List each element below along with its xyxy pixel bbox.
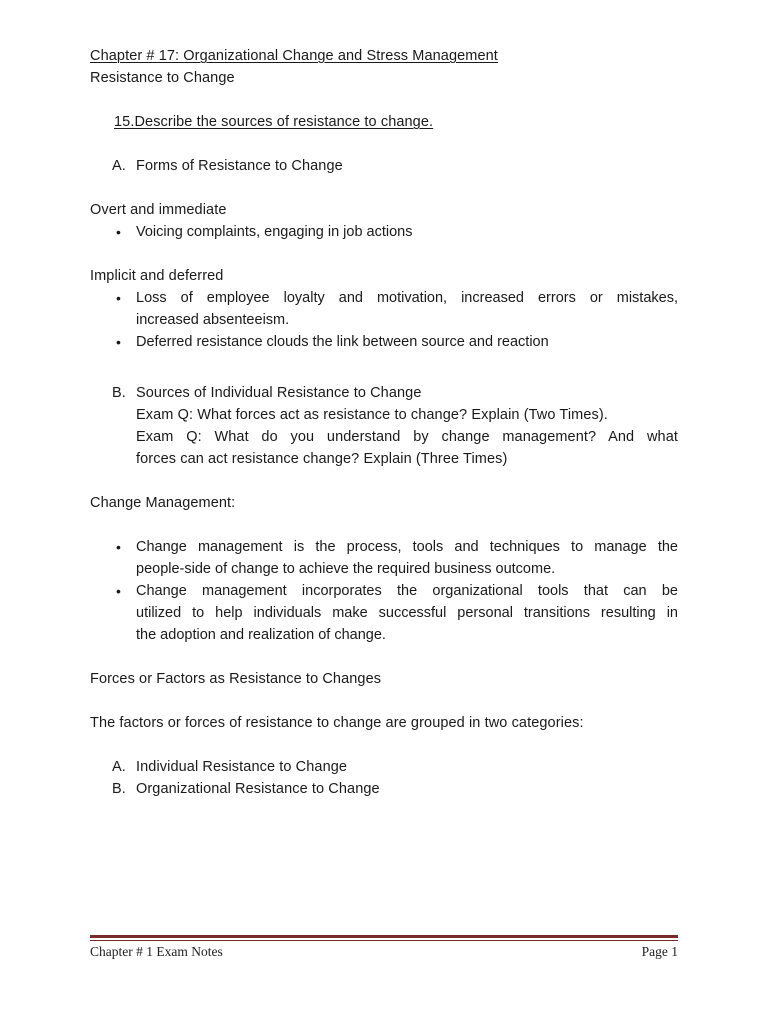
question-heading: 15.Describe the sources of resistance to change. [114,114,434,130]
category-item [90,756,678,778]
bullet-icon: • [116,290,121,306]
exam-question-2: Exam Q: What do you understand by change management? And what [136,429,678,445]
section-a-text: Forms of Resistance to Change [136,158,343,174]
list-marker: A. [112,158,126,174]
list-marker: B. [112,781,126,797]
list-marker: A. [112,759,126,775]
list-item [90,580,678,646]
list-item [90,331,678,353]
footer-rule [90,935,678,938]
document-page [90,45,678,800]
section-b-heading [90,382,678,404]
bullet-icon: • [116,224,121,240]
list-marker: B. [112,385,126,401]
footer-chapter-label: Chapter # 1 Exam Notes [90,944,223,959]
category-text: Organizational Resistance to Change [136,781,380,797]
bullet-text: Deferred resistance clouds the link between source and reaction [136,334,549,350]
bullet-icon: • [116,539,121,555]
bullet-text: Voicing complaints, engaging in job actions [136,224,413,240]
change-management-heading: Change Management: [90,495,236,511]
bullet-text: people-side of change to achieve the required business outcome. [136,561,556,577]
bullet-text: utilized to help individuals make successful personal transitions resulting in [136,605,678,621]
list-item [90,536,678,580]
factors-intro: The factors or forces of resistance to change are grouped in two categories: [90,715,584,731]
bullet-icon: • [116,583,121,599]
footer-page-number: Page 1 [641,944,678,959]
section-b-text: Sources of Individual Resistance to Change [136,385,422,401]
exam-question-1: Exam Q: What forces act as resistance to change? Explain (Two Times). [136,407,608,423]
list-item [90,221,678,243]
footer-rule-thin [90,940,678,941]
category-text: Individual Resistance to Change [136,759,348,775]
forces-heading: Forces or Factors as Resistance to Changes [90,671,382,687]
category-item [90,778,678,800]
overt-heading: Overt and immediate [90,202,227,218]
bullet-text: the adoption and realization of change. [136,627,386,643]
topic-title: Resistance to Change [90,70,235,86]
bullet-text: Change management is the process, tools and techniques to manage the [136,539,678,555]
list-item [90,287,678,331]
section-a-heading [90,155,678,177]
bullet-text: Change management incorporates the organizational tools that can be [136,583,678,599]
exam-question-2-cont: forces can act resistance change? Explain (Three Times) [136,451,508,467]
bullet-icon: • [116,334,121,350]
bullet-text: Loss of employee loyalty and motivation, increased errors or mistakes, [136,290,678,306]
chapter-title: Chapter # 17: Organizational Change and Stress Management [90,48,498,64]
bullet-text: increased absenteeism. [136,312,290,328]
implicit-heading: Implicit and deferred [90,268,224,284]
